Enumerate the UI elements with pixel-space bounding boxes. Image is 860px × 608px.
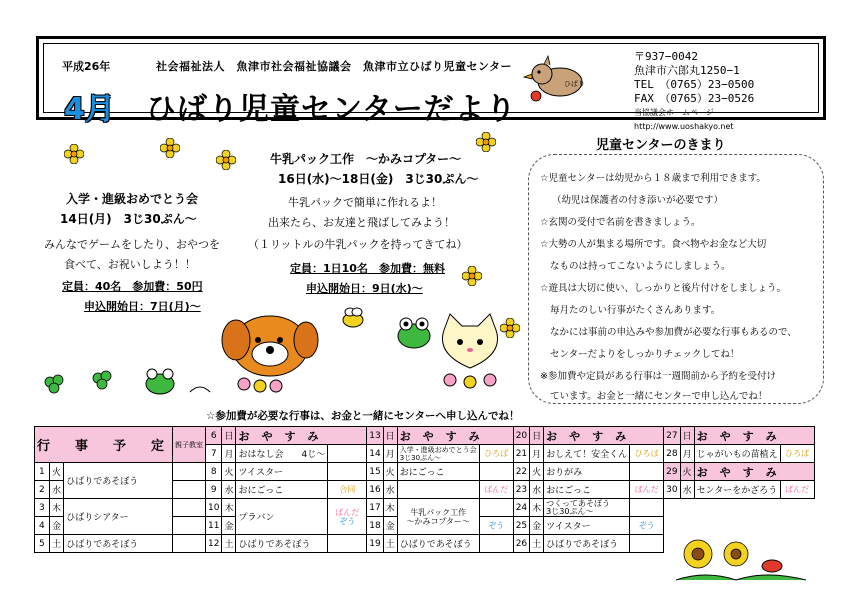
event-tag: ぞう <box>630 517 664 535</box>
event-tag: ひろば <box>479 445 513 463</box>
closed-day: おやすみ <box>694 427 814 445</box>
skylark-mascot-icon <box>522 54 588 106</box>
event-line: 〜かみコプター〜 <box>406 516 470 526</box>
weekday: 木 <box>530 499 544 517</box>
rule-line: なものは持ってこないようにしましょう。 <box>550 261 731 272</box>
day-number: 7 <box>206 445 222 463</box>
day-number: 29 <box>664 463 680 481</box>
day-number: 17 <box>367 499 383 517</box>
event-cell <box>544 499 630 517</box>
weekday: 金 <box>383 517 397 535</box>
event-line: 牛乳パック工作 <box>410 507 467 517</box>
bee-icon <box>338 306 368 330</box>
day-number: 24 <box>513 499 529 517</box>
day-number: 2 <box>35 481 50 499</box>
event-line: つくってあそぼう <box>546 498 610 508</box>
event-cell <box>397 499 479 535</box>
contact-block <box>634 50 818 134</box>
closed-day: おやすみ <box>236 427 367 445</box>
event-cell: ひばりであそぼう <box>397 535 479 553</box>
weekday: 火 <box>530 463 544 481</box>
weekday: 金 <box>530 517 544 535</box>
weekday: 水 <box>49 481 64 499</box>
day-number: 28 <box>664 445 680 463</box>
event-cell: おにごっこ <box>397 463 479 481</box>
milk-event-fee: 定員：1日10名 参加費：無料 <box>290 262 445 275</box>
event-cell: おしえて！安全くん <box>544 445 630 463</box>
event-cell: ひばりであそぼう <box>64 463 173 499</box>
rule-line: （幼児は保護者の付き添いが必要です） <box>552 195 724 206</box>
month-label: 4月 <box>64 92 115 127</box>
weekday: 水 <box>383 481 397 499</box>
milk-event-desc-2: 出来たら、お友達と飛ばしてみよう！ <box>268 216 455 229</box>
welcome-event-fee: 定員：40名 参加費：50円 <box>62 280 203 293</box>
weekday: 水 <box>530 481 544 499</box>
event-cell <box>397 481 479 499</box>
day-number: 20 <box>513 427 529 445</box>
rule-line: センターだよりをしっかりチェックしてね！ <box>550 349 740 360</box>
clover-and-frog-illustration <box>40 366 220 402</box>
weekday: 土 <box>222 535 236 553</box>
event-cell: おにごっこ <box>544 481 630 499</box>
event-cell: プラバン <box>236 499 328 535</box>
event-cell: ひばりであそぼう <box>64 535 173 553</box>
weekday: 金 <box>49 517 64 535</box>
zip-code: 〒937−0042 <box>634 50 698 63</box>
weekday: 火 <box>680 463 694 481</box>
day-number: 23 <box>513 481 529 499</box>
day-number: 18 <box>367 517 383 535</box>
milk-event-title: 牛乳パック工作 〜かみコプター〜 <box>270 152 462 166</box>
closed-day: おやすみ <box>397 427 513 445</box>
weekday: 月 <box>383 445 397 463</box>
milk-event-desc-1: 牛乳パックで簡単に作れるよ！ <box>288 196 442 209</box>
day-number: 9 <box>206 481 222 499</box>
event-line: 3じ30ぷん〜 <box>399 453 442 462</box>
cat-character-illustration <box>430 310 510 390</box>
welcome-event-title: 入学・進級おめでとう会 <box>66 192 199 206</box>
day-number: 11 <box>206 517 222 535</box>
closed-day: おやすみ <box>544 427 664 445</box>
organization-name: 社会福祉法人 魚津市社会福祉協議会 魚津市立ひばり児童センター <box>156 60 513 73</box>
event-calendar <box>34 426 815 553</box>
weekday: 日 <box>530 427 544 445</box>
event-tag: 合同 <box>328 481 367 499</box>
weekday: 月 <box>222 445 236 463</box>
bird-label: ひばり <box>564 80 585 88</box>
weekday: 火 <box>49 463 64 481</box>
event-line: 3じ30ぷん〜 <box>546 506 594 516</box>
event-tag: ぱんだ <box>780 481 814 499</box>
day-number: 26 <box>513 535 529 553</box>
notice-text: ☆参加費が必要な行事は、お金と一緒にセンターへ申し込んでね！ <box>206 410 520 422</box>
event-tag: ひろば <box>780 445 814 463</box>
day-number: 5 <box>35 535 50 553</box>
day-number: 12 <box>206 535 222 553</box>
milk-event-date: 16日(水)〜18日(金) 3じ30ぷん〜 <box>278 172 479 186</box>
event-tag: ひろば <box>630 445 664 463</box>
frog-icon <box>394 316 434 350</box>
weekday: 木 <box>383 499 397 517</box>
event-cell: ツイスター <box>544 517 630 535</box>
welcome-event-desc-1: みんなでゲームをしたり、おやつを <box>44 238 220 251</box>
flower-icon <box>462 266 482 286</box>
event-cell: ひばりシアター <box>64 499 173 535</box>
flower-icon <box>216 150 236 170</box>
weekday: 金 <box>222 517 236 535</box>
day-number: 16 <box>367 481 383 499</box>
address: 魚津市六郎丸1250−1 <box>634 64 740 77</box>
day-number: 10 <box>206 499 222 517</box>
flower-icon <box>160 138 180 158</box>
event-tag: ばんだ <box>479 481 513 499</box>
event-cell: センターをかざろう <box>694 481 780 499</box>
dog-character-illustration <box>214 300 322 394</box>
calendar-header: 行 事 予 定 <box>35 427 173 463</box>
weekday: 日 <box>383 427 397 445</box>
event-tag: ぞう <box>479 517 513 535</box>
rule-line: ☆児童センターは幼児から１８歳まで利用できます。 <box>540 173 766 184</box>
telephone: TEL （0765）23−0500 <box>634 78 755 91</box>
weekday: 水 <box>680 481 694 499</box>
day-number: 4 <box>35 517 50 535</box>
flower-icon <box>64 144 84 164</box>
weekday: 水 <box>222 481 236 499</box>
milk-event-desc-3: （１リットルの牛乳パックを持ってきてね） <box>248 238 468 251</box>
event-cell: おりがみ <box>544 463 630 481</box>
event-cell: おはなし会 4じ〜 <box>236 445 328 463</box>
weekday: 月 <box>680 445 694 463</box>
event-cell: おにごっこ <box>236 481 328 499</box>
weekday: 月 <box>530 445 544 463</box>
welcome-event-apply: 申込開始日：7日(月)〜 <box>84 300 201 313</box>
homepage-link[interactable]: 当協議会ホームページ http://www.uoshakyo.net <box>634 108 734 131</box>
event-cell: ひばりであそぼう <box>544 535 630 553</box>
rule-line: ☆大勢の人が集まる場所です。食べ物やお金など大切 <box>540 239 767 250</box>
day-number: 19 <box>367 535 383 553</box>
weekday: 木 <box>222 499 236 517</box>
rules-title: 児童センターのきまり <box>590 134 731 153</box>
day-number: 25 <box>513 517 529 535</box>
day-number: 22 <box>513 463 529 481</box>
event-cell: じゃがいもの苗植え <box>694 445 780 463</box>
weekday: 土 <box>383 535 397 553</box>
weekday: 火 <box>222 463 236 481</box>
rule-line: なかには事前の申込みや参加費が必要な行事もあるので、 <box>550 327 797 338</box>
day-number: 14 <box>367 445 383 463</box>
day-number: 3 <box>35 499 50 517</box>
weekday: 火 <box>383 463 397 481</box>
closed-day: おやすみ <box>694 463 814 481</box>
rule-line: ☆玄関の受付で名前を書きましょう。 <box>540 217 701 228</box>
day-number: 1 <box>35 463 50 481</box>
day-number: 8 <box>206 463 222 481</box>
event-tag-line: ぞう <box>339 516 356 526</box>
weekday: 日 <box>222 427 236 445</box>
newsletter-header <box>36 36 826 131</box>
day-number: 27 <box>664 427 680 445</box>
event-cell: ツイスター <box>236 463 328 481</box>
day-number: 13 <box>367 427 383 445</box>
fax: FAX （0765）23−0526 <box>634 92 755 105</box>
event-cell <box>397 445 479 463</box>
flower-icon <box>476 132 496 152</box>
rule-line: 毎月たのしい行事がたくさんあります。 <box>550 305 721 316</box>
event-cell: ひばりであそぼう <box>236 535 328 553</box>
event-line: 入学・進級おめでとう会 <box>399 445 477 454</box>
milk-event-apply: 申込開始日：9日(水)〜 <box>306 282 423 295</box>
newsletter-title: ひばり児童センターだより <box>146 92 517 127</box>
weekday: 土 <box>49 535 64 553</box>
welcome-event-date: 14日(月) 3じ30ぷん〜 <box>60 212 197 226</box>
event-tag-line: ばんだ <box>335 507 360 517</box>
event-tag <box>328 499 367 535</box>
welcome-event-desc-2: 食べて、お祝いしよう！！ <box>64 258 196 271</box>
weekday: 土 <box>530 535 544 553</box>
day-number: 21 <box>513 445 529 463</box>
day-number: 30 <box>664 481 680 499</box>
parent-child-class-label: 親子教室 <box>173 427 206 463</box>
header-inner-frame <box>43 43 819 131</box>
era-label: 平成26年 <box>62 60 111 73</box>
rule-line: ※参加費や定員がある行事は一週間前から予約を受付け <box>540 371 776 382</box>
weekday: 日 <box>680 427 694 445</box>
event-tag: ぱんだ <box>630 481 664 499</box>
rule-line: ☆遊具は大切に使い、しっかりと後片付けをしましょう。 <box>540 283 787 294</box>
day-number: 6 <box>206 427 222 445</box>
day-number: 15 <box>367 463 383 481</box>
rule-line: ています。お金と一緒にセンターで申し込んでね！ <box>550 391 768 402</box>
weekday: 木 <box>49 499 64 517</box>
